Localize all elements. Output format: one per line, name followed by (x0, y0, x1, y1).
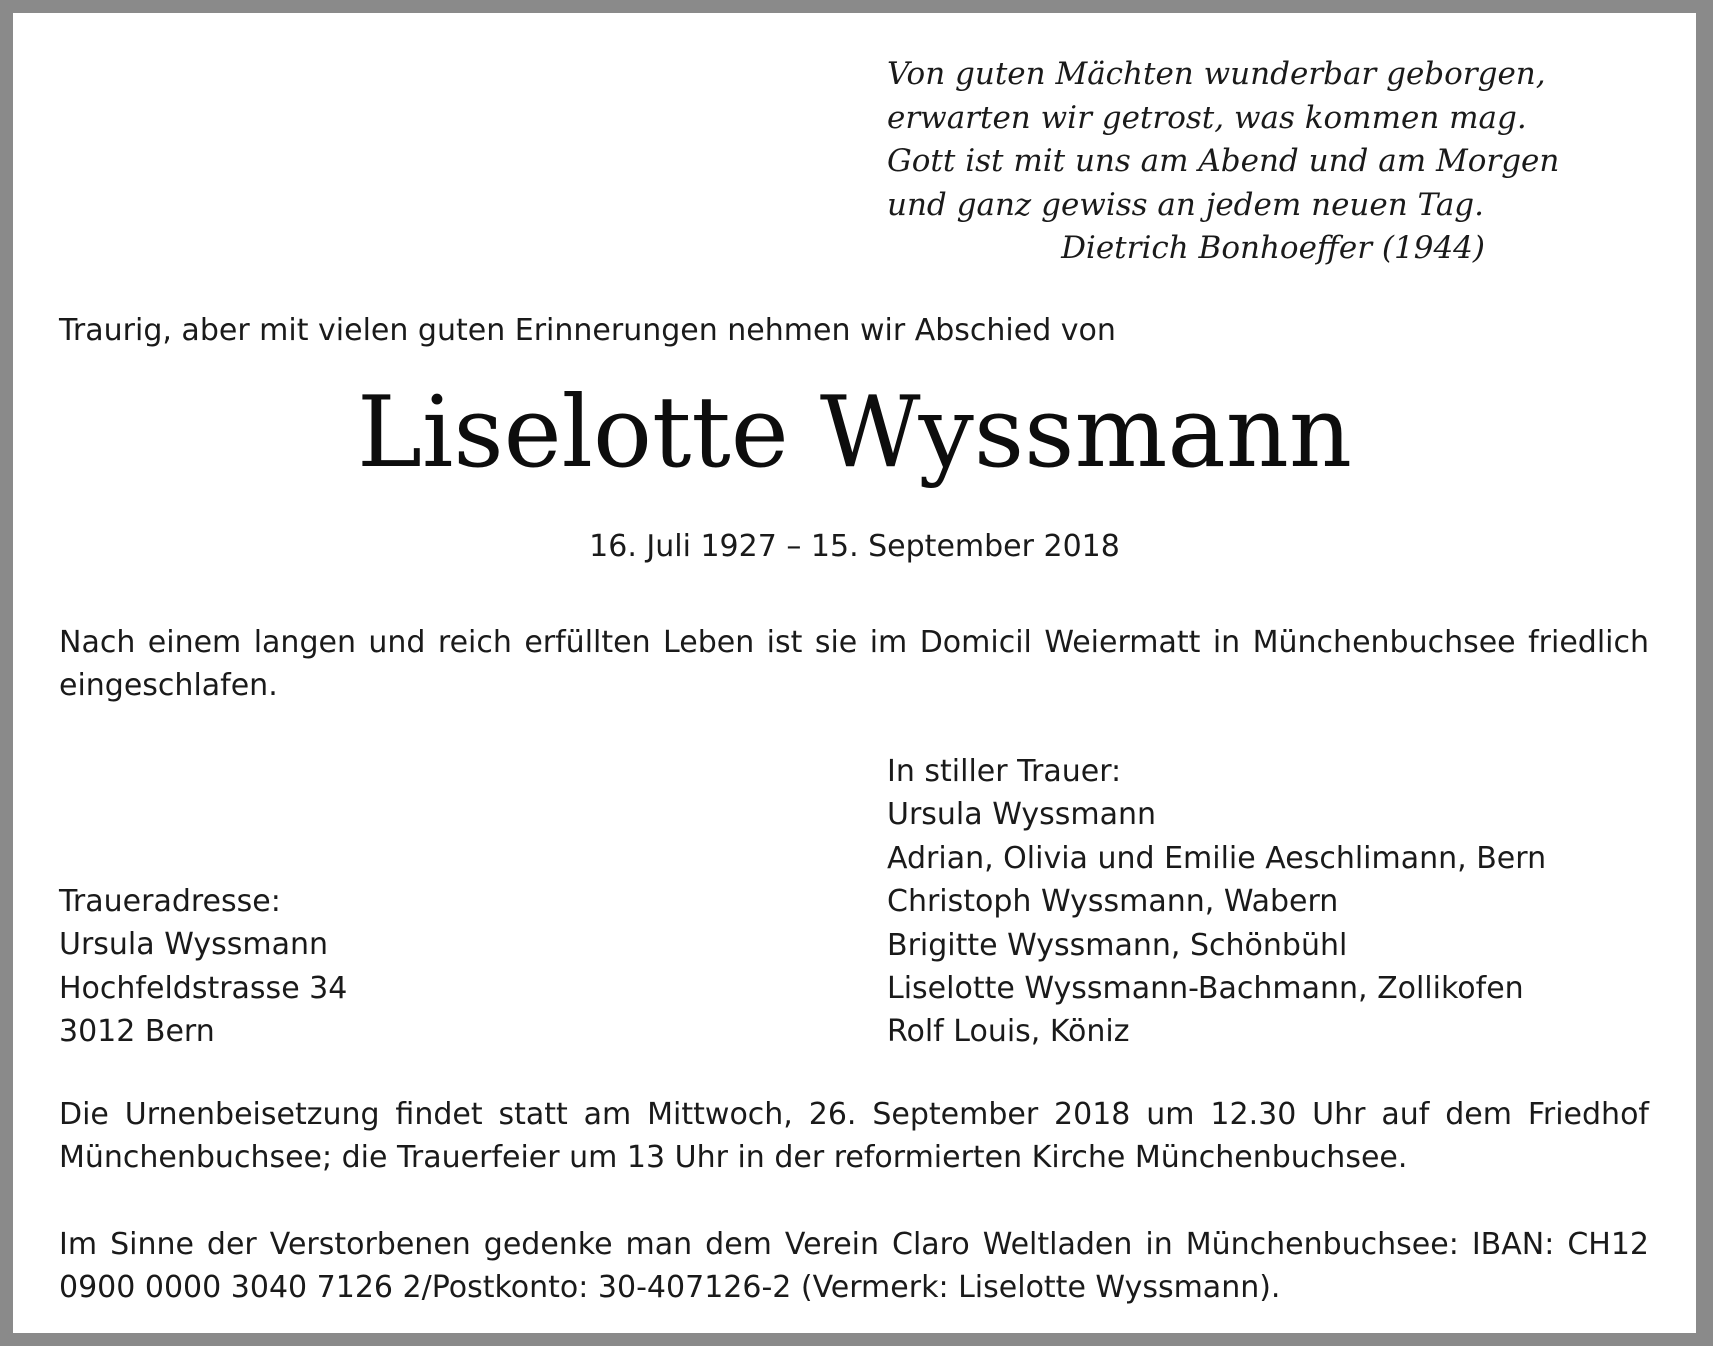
quote-line: erwarten wir getrost, was kommen mag. (887, 99, 1527, 136)
mourner-name: Rolf Louis, Köniz (887, 1014, 1130, 1050)
mourners-list (887, 750, 1546, 1054)
life-dates: 16. Juli 1927 – 15. September 2018 (589, 529, 1120, 564)
mourners-heading: In stiller Trauer: (887, 754, 1122, 789)
bonhoeffer-quote (887, 53, 1560, 271)
death-notice: Nach einem langen und reich erfüllten Leben ist sie im Domicil Weiermatt in Münchenbuchsee friedlich eingeschlafen. (59, 625, 1649, 703)
quote-author: Dietrich Bonhoeffer (1944) (1061, 230, 1485, 266)
obituary-page (13, 13, 1696, 1333)
address-line: 3012 Bern (59, 1014, 215, 1050)
mourner-name: Christoph Wyssmann, Wabern (887, 884, 1339, 920)
mourner-name: Brigitte Wyssmann, Schönbühl (887, 927, 1348, 963)
mourner-name: Ursula Wyssmann (887, 797, 1156, 833)
quote-line: Gott ist mit uns am Abend und am Morgen (887, 143, 1560, 179)
address-heading: Traueradresse: (59, 884, 281, 919)
address-line: Ursula Wyssmann (59, 927, 328, 963)
quote-line: Von guten Mächten wunderbar geborgen, (887, 56, 1546, 92)
deceased-name: Liselotte Wyssmann (356, 376, 1353, 490)
donation-notice: Im Sinne der Verstorbenen gedenke man dem Verein Claro Weltladen in Münchenbuchsee: IBAN: CH12 0900 0000 3040 7126 2/Postkonto: 30-407126-2 (Vermerk: Liselotte Wyssmann). (59, 1227, 1649, 1305)
mourner-name: Liselotte Wyssmann-Bachmann, Zollikofen (887, 971, 1524, 1007)
quote-line: und ganz gewiss an jedem neuen Tag. (887, 186, 1485, 223)
intro-text: Traurig, aber mit vielen guten Erinnerungen nehmen wir Abschied von (59, 313, 1116, 348)
mourner-name: Adrian, Olivia und Emilie Aeschlimann, Bern (887, 840, 1547, 876)
address-line: Hochfeldstrasse 34 (59, 970, 348, 1006)
mourning-address (59, 880, 347, 1054)
ceremony-notice: Die Urnenbeisetzung findet statt am Mittwoch, 26. September 2018 um 12.30 Uhr auf dem Friedhof Münchenbuchsee; die Trauerfeier um 13 Uhr in der reformierten Kirche Münchenbuchsee. (59, 1097, 1649, 1175)
